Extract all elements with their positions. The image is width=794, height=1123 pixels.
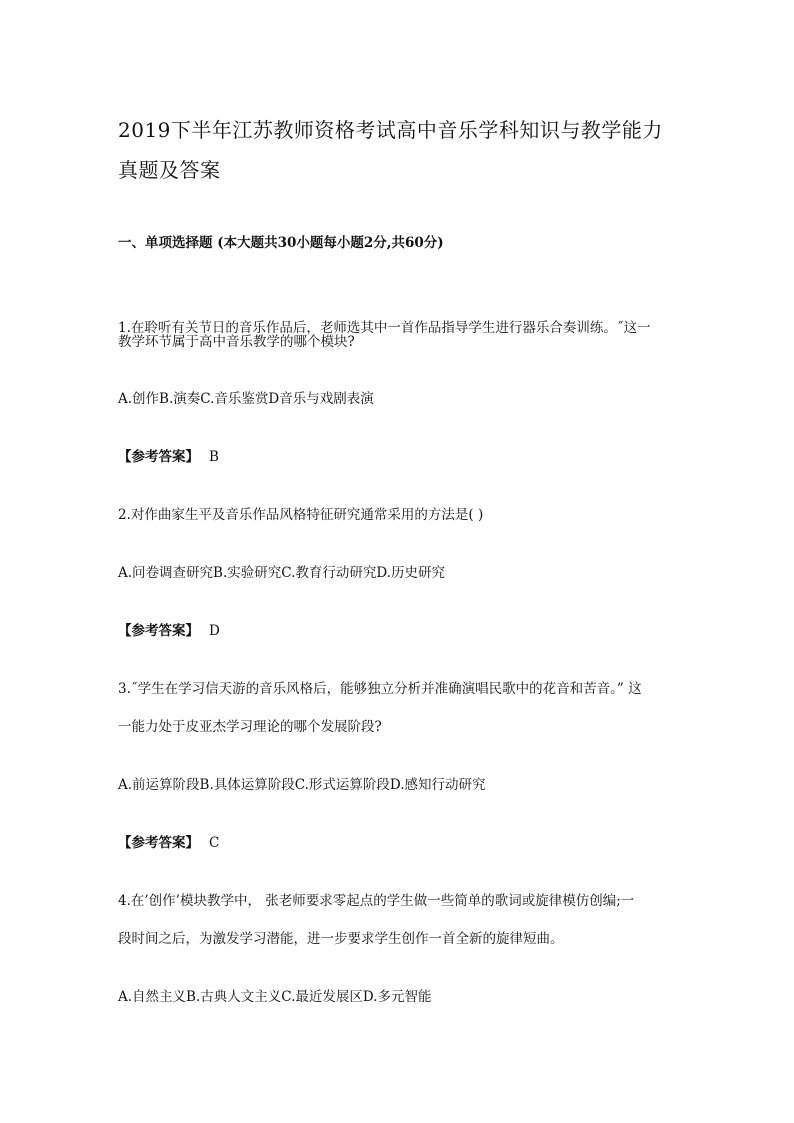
answer-label: 【参考答案】 <box>118 623 199 639</box>
question-4-stem-line-1: 4.在’创作’模块教学中， 张老师要求零起点的学生做一些简单的歌词或旋律模仿创编;一 <box>118 893 635 909</box>
question-3-stem-line-1: 3.˝学生在学习信天游的音乐风格后，能够独立分析并准确演唱民歌中的花音和苦音。” 这 <box>118 681 642 697</box>
question-2-answer <box>118 620 220 642</box>
answer-value: D <box>209 623 220 639</box>
question-2-stem-line-1: 2.对作曲家生平及音乐作品风格特征研究通常采用的方法是( ) <box>118 507 484 523</box>
answer-value: C <box>209 835 220 851</box>
document-title: 2019下半年江苏教师资格考试高中音乐学科知识与教学能力真题及答案 <box>118 118 663 182</box>
question-3-answer <box>118 832 219 854</box>
question-1-answer <box>118 446 219 468</box>
section-heading: 一、单项选择题 (本大题共30小题每小题2分,共60分) <box>118 235 444 251</box>
question-3-stem-line-2: 一能力处于皮亚杰学习理论的哪个发展阶段? <box>118 719 382 735</box>
question-3-options: A.前运算阶段B.具体运算阶段C.形式运算阶段D.感知行动研究 <box>118 777 486 793</box>
answer-value: B <box>209 449 219 465</box>
question-2-options: A.问卷调查研究B.实验研究C.教育行动研究D.历史研究 <box>118 565 446 581</box>
answer-label: 【参考答案】 <box>118 835 199 851</box>
question-4-stem-line-2: 段时间之后，为激发学习潜能，进一步要求学生创作一首全新的旋律短曲。 <box>118 931 564 947</box>
answer-label: 【参考答案】 <box>118 449 199 465</box>
question-4-options: A.自然主义B.古典人文主义C.最近发展区D.多元智能 <box>118 989 432 1005</box>
question-1-stem-line-1: 1.在聆听有关节日的音乐作品后，老师选其中一首作品指导学生进行器乐合奏训练。˝这一 <box>118 320 651 336</box>
question-1-options: A.创作B.演奏C.音乐鉴赏D音乐与戏剧表演 <box>118 391 374 407</box>
question-1-stem-line-2: 教学环节属于高中音乐教学的哪个模块? <box>118 334 355 350</box>
